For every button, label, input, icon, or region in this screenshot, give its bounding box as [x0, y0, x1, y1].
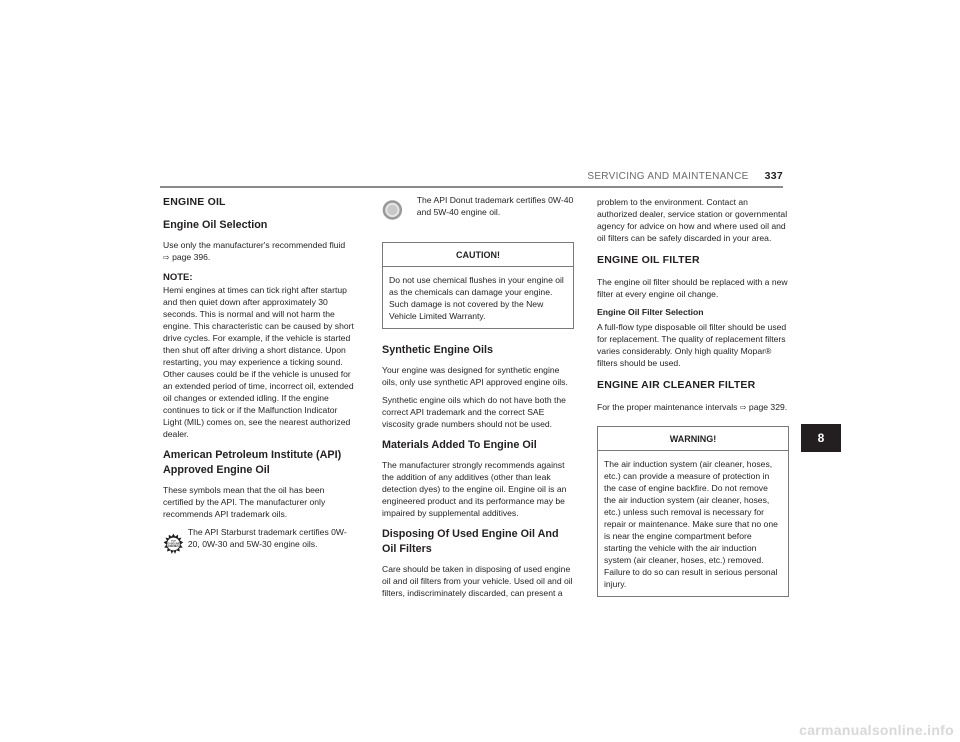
oil-selection-heading: Engine Oil Selection	[163, 219, 268, 231]
oil-selection-text: Use only the manufacturer's recommended fluid	[163, 240, 346, 250]
materials-text: The manufacturer strongly recommends against the addition of any additives (other than leak detection dyes) to the engine oil. Engine oil is an engineered product and its performance may be impaired by supplemental additives.	[382, 460, 567, 518]
caution-text: Do not use chemical flushes in your engine oil as the chemicals can damage your engine. Such damage is not covered by the New Vehicle Limited Warranty.	[389, 275, 564, 321]
starburst-logo-text: FOR GASOLINE ENGINES	[167, 539, 180, 548]
synthetic-paragraph-2: Synthetic engine oils which do not have both the correct API trademark and the correct SAE viscosity grade numbers should not be used.	[382, 395, 566, 429]
oil-selection-paragraph	[163, 239, 355, 264]
column-3	[597, 196, 789, 611]
oil-filter-title: ENGINE OIL FILTER	[597, 254, 700, 266]
starburst-text: The API Starburst trademark certifies 0W-20, 0W-30 and 5W-30 engine oils.	[187, 527, 347, 549]
section-title: SERVICING AND MAINTENANCE	[587, 170, 749, 182]
api-starburst-icon	[163, 526, 184, 562]
oil-filter-text: The engine oil filter should be replaced with a new filter at every engine oil change.	[597, 277, 788, 299]
header-rule	[160, 186, 783, 188]
engine-oil-title: ENGINE OIL	[163, 196, 226, 208]
air-cleaner-page-ref[interactable]: page 329.	[748, 402, 788, 412]
warning-text: The air induction system (air cleaner, hoses, etc.) can provide a measure of protection in the case of engine backfire. Do not remove the air induction system (air cleaner, hoses, etc.) unless such removal is necessary for repair or maintenance. Make sure that no one is near the engine compartment before starting the vehicle with the air induction system (air cleaner, hoses, etc.) removed. Failure to do so can result in serious personal injury.	[604, 459, 778, 589]
caution-title: CAUTION!	[383, 243, 573, 267]
starburst-row	[163, 526, 355, 562]
page-ref-arrow-icon: ⇨	[163, 253, 170, 262]
column-2	[382, 196, 574, 605]
disposing-continued-text: problem to the environment. Contact an authorized dealer, service station or governmental agency for advice on how and where used oil and oil filters can be safely discarded in your area.	[597, 197, 788, 243]
donut-text: The API Donut trademark certifies 0W-40 and 5W-40 engine oil.	[416, 195, 574, 217]
api-donut-icon	[382, 194, 403, 226]
warning-title: WARNING!	[598, 427, 788, 451]
air-cleaner-title: ENGINE AIR CLEANER FILTER	[597, 379, 756, 391]
note-text: Hemi engines at times can tick right after startup and then quiet down after approximately 30 seconds. This is normal and will not harm the engine. This characteristic can be caused by short drive cycles. For example, if the vehicle is started then shut off after driving a short distance. Upon restarting, you may experience a ticking sound. Other causes could be if the vehicle is unused for an extended period of time, incorrect oil, extended oil changes or extended idling. If the engine continues to tick or if the Malfunction Indicator Light (MIL) comes on, see the nearest authorized dealer.	[163, 285, 354, 439]
caution-box	[382, 242, 574, 329]
page-number: 337	[764, 170, 783, 182]
warning-box	[597, 426, 789, 597]
column-1	[163, 196, 355, 562]
oil-filter-selection-heading: Engine Oil Filter Selection	[597, 307, 704, 317]
api-text: These symbols mean that the oil has been certified by the API. The manufacturer only recommends API trademark oils.	[163, 485, 326, 519]
api-heading: American Petroleum Institute (API) Approved Engine Oil	[163, 449, 342, 476]
donut-row	[382, 194, 574, 226]
air-cleaner-text: For the proper maintenance intervals	[597, 402, 738, 412]
page-header	[160, 170, 783, 182]
synthetic-paragraph-1: Your engine was designed for synthetic engine oils, only use synthetic API approved engine oils.	[382, 365, 568, 387]
synthetic-heading: Synthetic Engine Oils	[382, 344, 493, 356]
page-ref-arrow-icon: ⇨	[739, 403, 747, 412]
disposing-heading: Disposing Of Used Engine Oil And Oil Filters	[382, 528, 559, 555]
oil-filter-selection-text: A full-flow type disposable oil filter should be used for replacement. The quality of replacement filters varies considerably. Only high quality Mopar® filters should be used.	[597, 322, 787, 368]
oil-selection-page-ref[interactable]: page 396.	[172, 252, 211, 262]
watermark: carmanualsonline.info	[799, 722, 954, 738]
chapter-tab: 8	[801, 424, 841, 452]
disposing-text: Care should be taken in disposing of used engine oil and oil filters from your vehicle. Used oil and oil filters, indiscriminately discarded, can present a	[382, 564, 573, 598]
note-label: NOTE:	[163, 272, 193, 283]
air-cleaner-paragraph	[597, 401, 789, 414]
materials-heading: Materials Added To Engine Oil	[382, 439, 537, 451]
